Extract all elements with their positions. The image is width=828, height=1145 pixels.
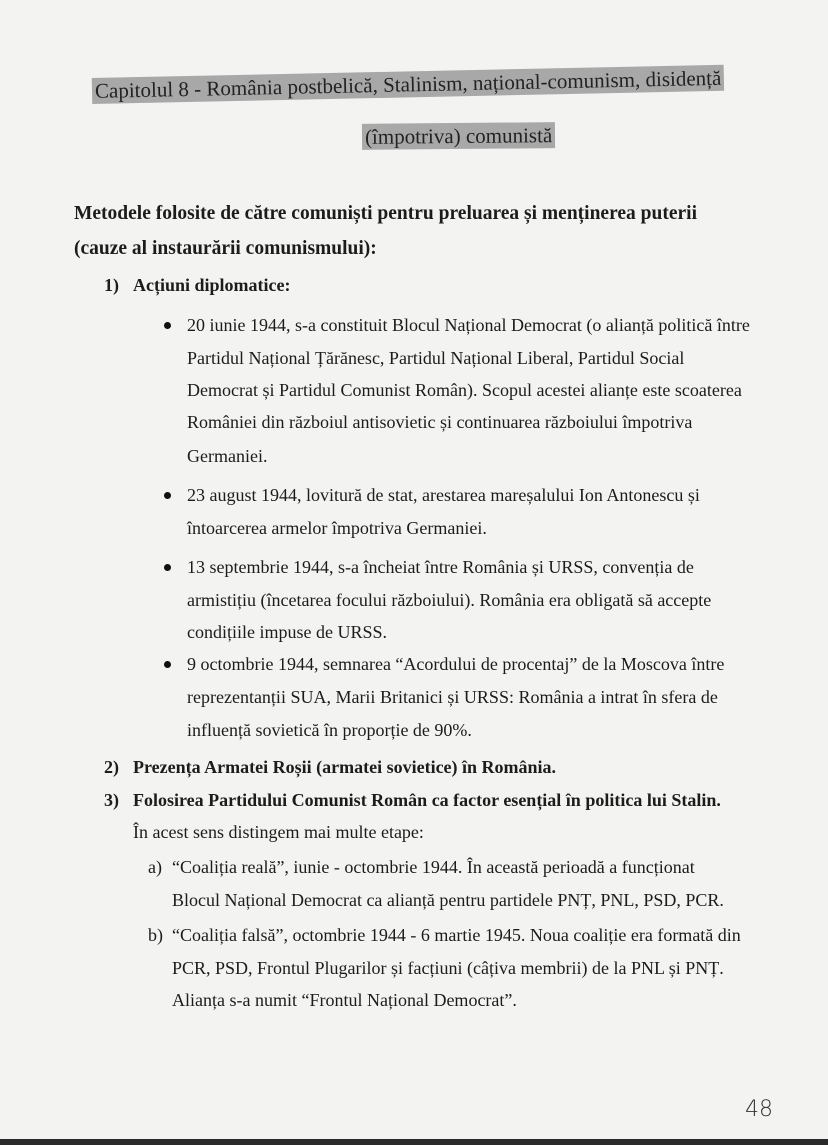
section-2-label: Prezența Armatei Roșii (armatei sovietice) în România. [133,757,557,777]
chapter-title-line-1: Capitolul 8 - România postbelică, Stalinism, național-comunism, disidență [92,65,725,104]
section-3-intro: În acest sens distingem mai multe etape: [133,822,424,842]
section-heading-line-1: Metodele folosite de către comuniști pentru preluarea și menținerea puterii [74,203,697,224]
bullet-1-line: României din războiul antisovietic și continuarea războiului împotriva [187,412,693,432]
item-a-line: “Coaliția reală”, iunie - octombrie 1944. În această perioadă a funcționat [172,857,695,877]
bullet-1-line: Germaniei. [187,446,268,466]
section-2-number: 2) [104,757,119,777]
item-a-marker: a) [148,857,162,877]
bullet-1-line: Democrat și Partidul Comunist Român). Scopul acestei alianțe este scoaterea [187,380,742,400]
bullet-3-line: condițiile impuse de URSS. [187,622,387,642]
item-b-line: PCR, PSD, Frontul Plugarilor și facțiuni (câțiva membrii) de la PNL și PNȚ. [172,958,724,978]
bullet-icon [164,322,171,329]
bullet-4-line: influență sovietică în proporție de 90%. [187,720,472,740]
bullet-icon [164,661,171,668]
section-1-number: 1) [104,275,119,295]
bullet-3-line: 13 septembrie 1944, s-a încheiat între România și URSS, convenția de [187,557,694,577]
chapter-title-line-2: (împotriva) comunistă [362,122,555,150]
bullet-4-line: 9 octombrie 1944, semnarea “Acordului de procentaj” de la Moscova între [187,654,725,674]
section-3-number: 3) [104,790,119,810]
section-3-label: Folosirea Partidului Comunist Român ca factor esențial în politica lui Stalin. [133,790,721,810]
bullet-4-line: reprezentanții SUA, Marii Britanici și URSS: România a intrat în sfera de [187,687,718,707]
item-a-line: Blocul Național Democrat ca alianță pentru partidele PNȚ, PNL, PSD, PCR. [172,890,724,910]
section-heading-line-2: (cauze al instaurării comunismului): [74,238,377,259]
item-b-marker: b) [148,925,163,945]
bullet-1-line: Partidul Național Țărănesc, Partidul Național Liberal, Partidul Social [187,348,685,368]
bullet-1-line: 20 iunie 1944, s-a constituit Blocul Național Democrat (o alianță politică între [187,315,750,335]
section-1-label: Acțiuni diplomatice: [133,275,291,295]
page-number: 48 [745,1097,773,1122]
bullet-2-line: întoarcerea armelor împotriva Germaniei. [187,518,487,538]
item-b-line: Alianța s-a numit “Frontul Național Democrat”. [172,990,517,1010]
bullet-icon [164,492,171,499]
bullet-icon [164,564,171,571]
bullet-3-line: armistițiu (încetarea focului războiului). România era obligată să accepte [187,590,712,610]
page-edge [0,1139,828,1145]
item-b-line: “Coaliția falsă”, octombrie 1944 - 6 martie 1945. Noua coaliție era formată din [172,925,741,945]
bullet-2-line: 23 august 1944, lovitură de stat, arestarea mareșalului Ion Antonescu și [187,485,700,505]
